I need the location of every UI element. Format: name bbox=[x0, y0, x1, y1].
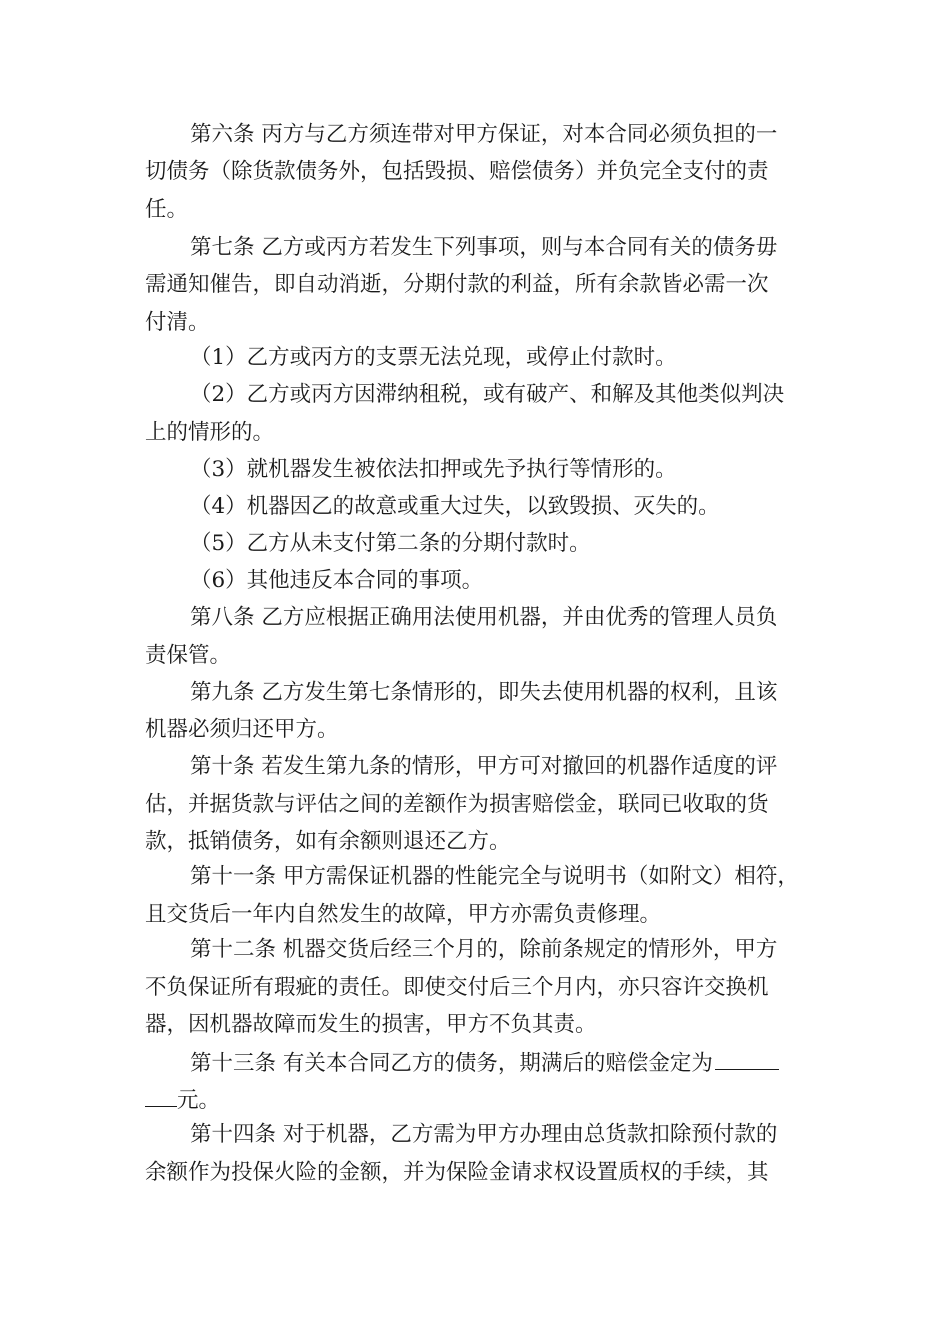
article-10-line-3: 款，抵销债务，如有余额则退还乙方。 bbox=[145, 829, 511, 854]
article-6-line-3: 任。 bbox=[145, 197, 189, 222]
item-1-line-1: （1）乙方或丙方的支票无法兑现，或停止付款时。 bbox=[190, 345, 677, 370]
article-8-line-2: 责保管。 bbox=[145, 643, 232, 668]
article-13-unit: 元。 bbox=[177, 1088, 221, 1113]
article-7-line-2: 需通知催告，即自动消逝，分期付款的利益，所有余款皆必需一次 bbox=[145, 272, 769, 297]
article-8-line-1: 第八条 乙方应根据正确用法使用机器，并由优秀的管理人员负 bbox=[190, 605, 778, 630]
item-5-line-1: （5）乙方从未支付第二条的分期付款时。 bbox=[190, 531, 591, 556]
item-6-line-1: （6）其他违反本合同的事项。 bbox=[190, 568, 484, 593]
article-12-line-2: 不负保证所有瑕疵的责任。即使交付后三个月内，亦只容许交换机 bbox=[145, 975, 769, 1000]
article-10-line-1: 第十条 若发生第九条的情形，甲方可对撤回的机器作适度的评 bbox=[190, 754, 778, 779]
article-11-line-2: 且交货后一年内自然发生的故障，甲方亦需负责修理。 bbox=[145, 902, 662, 927]
item-3-line-1: （3）就机器发生被依法扣押或先予执行等情形的。 bbox=[190, 457, 677, 482]
article-9-line-1: 第九条 乙方发生第七条情形的，即失去使用机器的权利，且该 bbox=[190, 680, 778, 705]
article-13-line-1 bbox=[190, 1047, 779, 1077]
article-6-line-1: 第六条 丙方与乙方须连带对甲方保证，对本合同必须负担的一 bbox=[190, 122, 778, 147]
item-2-line-2: 上的情形的。 bbox=[145, 420, 275, 445]
article-6-line-2: 切债务（除货款债务外，包括毁损、赔偿债务）并负完全支付的责 bbox=[145, 159, 769, 184]
item-2-line-1: （2）乙方或丙方因滞纳租税，或有破产、和解及其他类似判决 bbox=[190, 382, 785, 407]
article-9-line-2: 机器必须归还甲方。 bbox=[145, 717, 339, 742]
article-12-line-3: 器，因机器故障而发生的损害，甲方不负其责。 bbox=[145, 1012, 597, 1037]
item-4-line-1: （4）机器因乙的故意或重大过失，以致毁损、灭失的。 bbox=[190, 494, 720, 519]
amount-blank-part-2 bbox=[145, 1084, 177, 1107]
amount-blank-part-1 bbox=[715, 1047, 779, 1070]
article-14-line-2: 余额作为投保火险的金额，并为保险金请求权设置质权的手续，其 bbox=[145, 1160, 769, 1185]
article-14-line-1: 第十四条 对于机器，乙方需为甲方办理由总货款扣除预付款的 bbox=[190, 1122, 778, 1147]
article-7-line-3: 付清。 bbox=[145, 310, 210, 335]
article-12-line-1: 第十二条 机器交货后经三个月的，除前条规定的情形外，甲方 bbox=[190, 937, 778, 962]
article-11-line-1: 第十一条 甲方需保证机器的性能完全与说明书（如附文）相符， bbox=[190, 864, 799, 889]
article-10-line-2: 估，并据货款与评估之间的差额作为损害赔偿金，联同已收取的货 bbox=[145, 792, 769, 817]
article-13-line-2 bbox=[145, 1084, 220, 1114]
article-7-line-1: 第七条 乙方或丙方若发生下列事项，则与本合同有关的债务毋 bbox=[190, 235, 778, 260]
article-13-text: 第十三条 有关本合同乙方的债务，期满后的赔偿金定为 bbox=[190, 1051, 713, 1076]
